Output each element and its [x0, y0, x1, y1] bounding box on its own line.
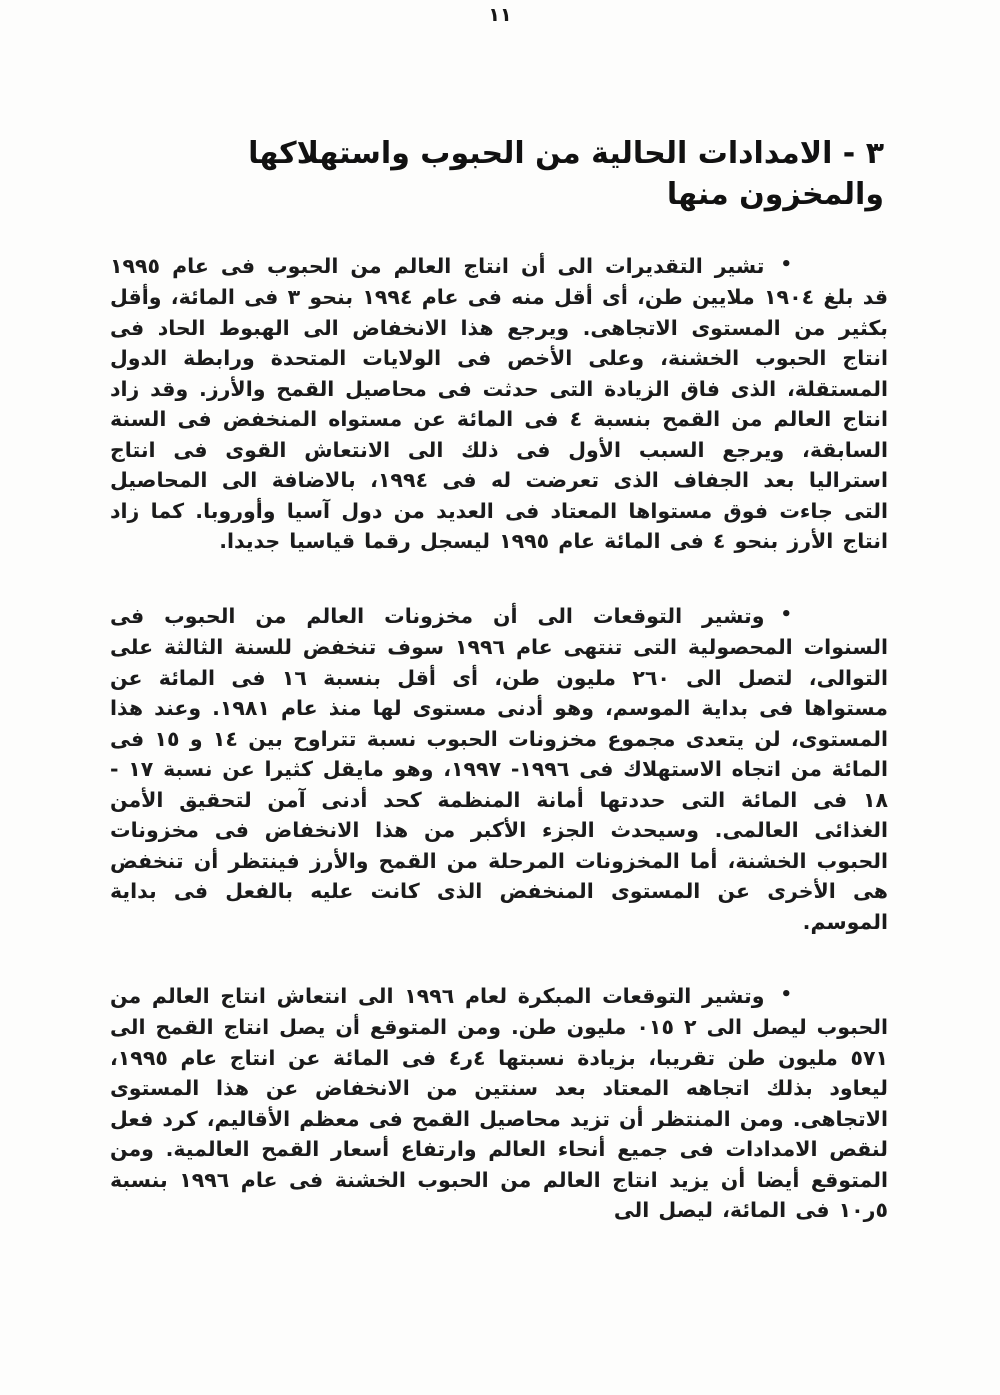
bullet-icon: •	[780, 603, 792, 625]
paragraph-2-text: وتشير التوقعات الى أن مخزونات العالم من الحبوب فى السنوات المحصولية التى تنتهى عام ١٩٩٦ سوف تنخفض للسنة الثالثة على التوالى، لتصل الى ٢٦٠ مليون طن، أى أقل بنسبة ١٦ فى المائة عن مستواها فى بداية الموسم، وهو أدنى مستوى لها منذ عام ١٩٨١. وعند هذا المستوى، لن يتعدى مجموع مخزونات الحبوب نسبة تتراوح بين ١٤ و ١٥ فى المائة من اتجاه الاستهلاك فى ١٩٩٦- ١٩٩٧، وهو مايقل كثيرا عن نسبة ١٧ - ١٨ فى المائة التى حددتها أمانة المنظمة كحد أدنى آمن لتحقيق الأمن الغذائى العالمى. وسيحدث الجزء الأكبر من هذا الانخفاض فى مخزونات الحبوب الخشنة، أما المخزونات المرحلة من القمح والأرز فينتظر أن تنخفض هى الأخرى عن المستوى المنخفض الذى كانت عليه بالفعل فى بداية الموسم.	[110, 603, 888, 934]
paragraph-2	[110, 601, 888, 937]
paragraph-1	[110, 251, 888, 557]
paragraph-3	[110, 981, 888, 1226]
section-heading: ٣ - الامدادات الحالية من الحبوب واستهلاكها والمخزون منها	[248, 136, 884, 212]
paragraph-1-text: تشير التقديرات الى أن انتاج العالم من الحبوب فى عام ١٩٩٥ قد بلغ ١٩٠٤ ملايين طن، أى أقل منه فى عام ١٩٩٤ بنحو ٣ فى المائة، وأقل بكثير من المستوى الاتجاهى. ويرجع هذا الانخفاض الى الهبوط الحاد فى انتاج الحبوب الخشنة، وعلى الأخص فى الولايات المتحدة ورابطة الدول المستقلة، الذى فاق الزيادة التى حدثت فى محاصيل القمح والأرز. وقد زاد انتاج العالم من القمح بنسبة ٤ فى المائة عن مستواه المنخفض فى السنة السابقة، ويرجع السبب الأول فى ذلك الى الانتعاش القوى فى انتاج استراليا بعد الجفاف الذى تعرضت له فى ١٩٩٤، بالاضافة الى المحاصيل التى جاءت فوق مستواها المعتاد فى العديد من دول آسيا وأوروبا. كما زاد انتاج الأرز بنحو ٤ فى المائة عام ١٩٩٥ ليسجل رقما قياسيا جديدا.	[110, 254, 889, 554]
bullet-icon: •	[780, 983, 792, 1005]
bullet-icon: •	[780, 253, 792, 275]
page-number: ١١	[488, 4, 512, 26]
paragraph-3-text: وتشير التوقعات المبكرة لعام ١٩٩٦ الى انتعاش انتاج العالم من الحبوب ليصل الى ٢ ٠١٥ مليون طن. ومن المتوقع أن يصل انتاج القمح الى ٥٧١ مليون طن تقريبا، بزيادة نسبتها ٤ر٤ فى المائة عن انتاج عام ١٩٩٥، ليعاود بذلك اتجاهه المعتاد بعد سنتين من الانخفاض عن هذا المستوى الاتجاهى. ومن المنتظر أن تزيد محاصيل القمح فى معظم الأقاليم، كرد فعل لنقص الامدادات فى جميع أنحاء العالم وارتفاع أسعار القمح العالمية. ومن المتوقع أيضا أن يزيد انتاج العالم من الحبوب الخشنة فى عام ١٩٩٦ بنسبة ٥ر١٠ فى المائة، ليصل الى	[110, 984, 888, 1223]
page-content	[0, 134, 1000, 1226]
